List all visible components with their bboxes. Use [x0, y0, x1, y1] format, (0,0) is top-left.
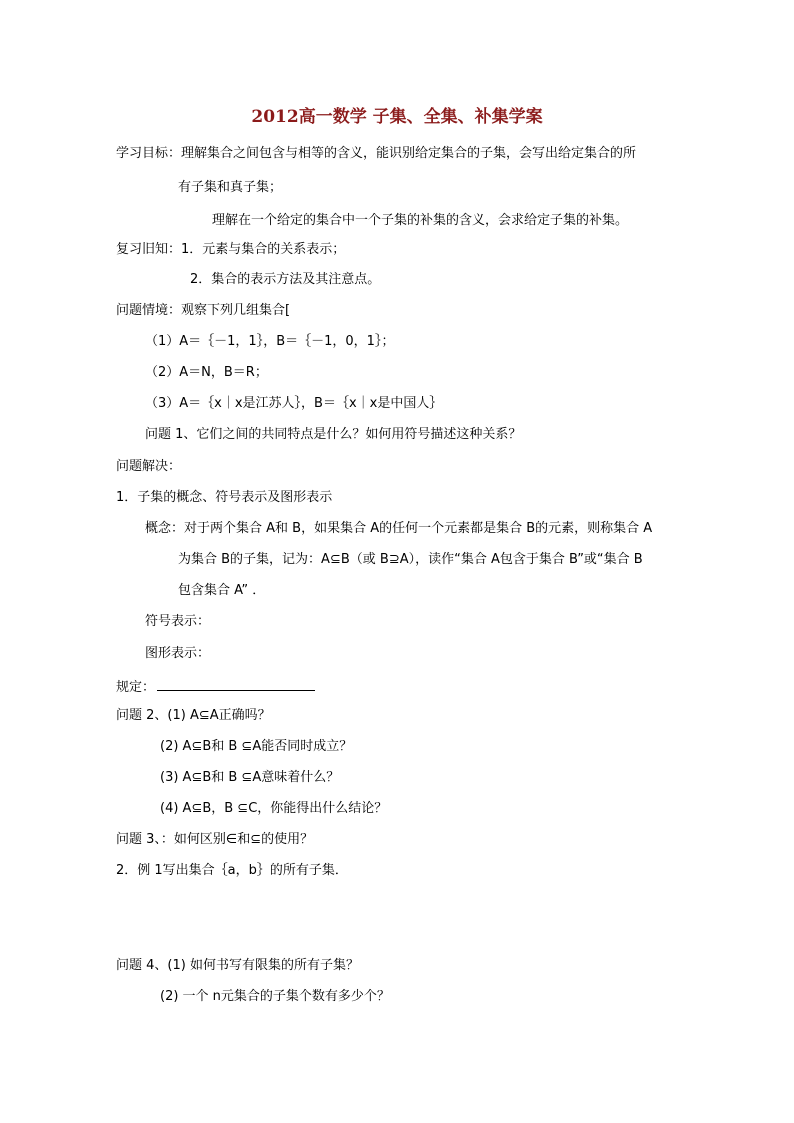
situation-label: 问题情境：	[116, 303, 182, 318]
example-1: 2．例 1写出集合｛a，b｝的所有子集．	[116, 863, 348, 878]
concept-line-1: 概念：对于两个集合 A和 B，如果集合 A的任何一个元素都是集合 B的元素，则称集合 A	[145, 521, 653, 536]
question-2-item-2: (2) A⊆B和 B ⊆A能否同时成立？	[160, 739, 353, 754]
review-item-2: 2．集合的表示方法及其注意点。	[190, 272, 381, 287]
situation-item-3: （3）A＝｛x｜x是江苏人｝，B＝｛x｜x是中国人｝	[145, 396, 443, 411]
concept-line-2: 为集合 B的子集，记为：A⊆B（或 B⊇A），读作“集合 A包含于集合 B”或“集合 B	[178, 552, 643, 567]
rule-line	[116, 676, 315, 697]
review-line-1	[116, 241, 345, 259]
question-4-item-2: (2) 一个 n元集合的子集个数有多少个？	[160, 989, 390, 1004]
question-2-item-1: 问题 2、(1) A⊆A正确吗？	[116, 708, 271, 723]
situation-item-2: （2）A＝N，B＝R；	[145, 365, 268, 380]
situation-text: 观察下列几组集合[	[181, 303, 291, 318]
goals-text-1: 理解集合之间包含与相等的含义，能识别给定集合的子集，会写出给定集合的所	[181, 146, 637, 161]
figure-label: 图形表示：	[145, 646, 211, 661]
question-3: 问题 3、：如何区别∈和⊆的使用？	[116, 832, 314, 847]
goals-line-2	[178, 179, 282, 197]
situation-item-1: （1）A＝｛－1，1｝，B＝｛－1，0，1｝；	[145, 334, 395, 349]
goals-text-3: 理解在一个给定的集合中一个子集的补集的含义，会求给定子集的补集。	[212, 213, 629, 228]
review-item-1: 1．元素与集合的关系表示；	[181, 242, 346, 257]
question-2-item-4: (4) A⊆B，B ⊆C，你能得出什么结论？	[160, 801, 388, 816]
situation-line	[116, 302, 290, 320]
rule-label: 规定：	[116, 680, 156, 695]
symbol-label: 符号表示：	[145, 614, 211, 629]
solve-label: 问题解决：	[116, 459, 182, 474]
goals-line-3	[212, 212, 628, 230]
rule-blank	[157, 676, 315, 691]
review-line-2	[190, 271, 380, 289]
question-2-item-3: (3) A⊆B和 B ⊆A意味着什么？	[160, 770, 340, 785]
goals-text-2: 有子集和真子集；	[178, 180, 283, 195]
page-title: 2012高一数学 子集、全集、补集学案	[251, 107, 543, 127]
question-4-item-1: 问题 4、(1) 如何书写有限集的所有子集？	[116, 958, 359, 973]
question-1: 问题 1、它们之间的共同特点是什么？如何用符号描述这种关系？	[145, 427, 522, 442]
section-1-heading: 1．子集的概念、符号表示及图形表示	[116, 490, 333, 505]
goals-line-1	[116, 145, 636, 163]
review-label: 复习旧知：	[116, 242, 182, 257]
goals-label: 学习目标：	[116, 146, 182, 161]
concept-line-3: 包含集合 A” ．	[178, 583, 266, 598]
